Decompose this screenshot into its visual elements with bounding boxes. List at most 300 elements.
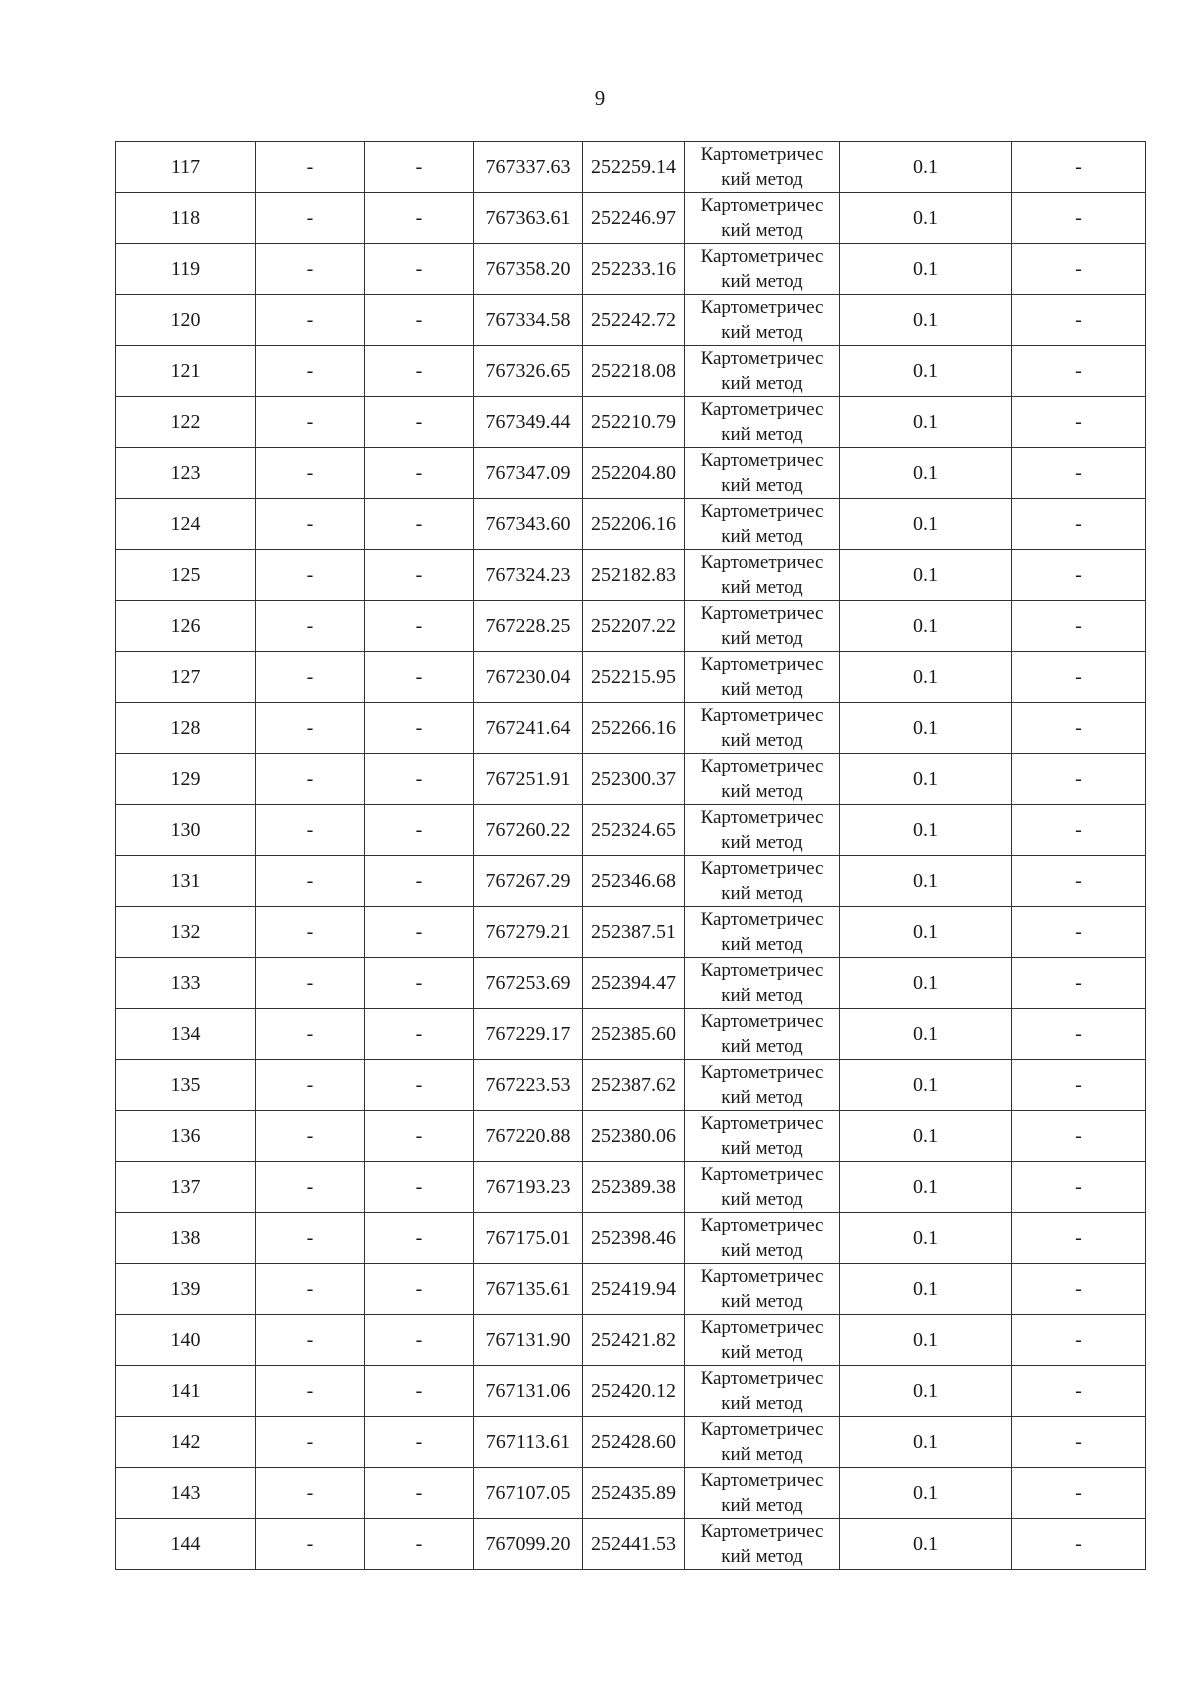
method-line-2: кий метод (721, 322, 803, 343)
empty-cell-3: - (365, 1009, 474, 1060)
x-coordinate-cell: 767131.90 (474, 1315, 583, 1366)
method-line-1: Картометричес (700, 348, 824, 369)
empty-cell-2: - (256, 1264, 365, 1315)
accuracy-cell: 0.1 (840, 142, 1012, 193)
accuracy-cell: 0.1 (840, 1315, 1012, 1366)
empty-cell-3: - (365, 601, 474, 652)
method-cell (685, 142, 840, 193)
accuracy-cell: 0.1 (840, 856, 1012, 907)
method-cell (685, 703, 840, 754)
empty-cell-last: - (1012, 1519, 1146, 1570)
table-row (116, 295, 1146, 346)
method-line-1: Картометричес (700, 1470, 824, 1491)
accuracy-cell: 0.1 (840, 1417, 1012, 1468)
empty-cell-last: - (1012, 805, 1146, 856)
method-cell (685, 1264, 840, 1315)
accuracy-cell: 0.1 (840, 1162, 1012, 1213)
y-coordinate-cell: 252233.16 (583, 244, 685, 295)
x-coordinate-cell: 767113.61 (474, 1417, 583, 1468)
method-cell (685, 1315, 840, 1366)
accuracy-cell: 0.1 (840, 397, 1012, 448)
accuracy-cell: 0.1 (840, 1213, 1012, 1264)
point-number-cell: 124 (116, 499, 256, 550)
method-line-1: Картометричес (700, 909, 824, 930)
method-line-1: Картометричес (700, 1113, 824, 1134)
table-row (116, 1366, 1146, 1417)
empty-cell-last: - (1012, 1213, 1146, 1264)
empty-cell-last: - (1012, 1468, 1146, 1519)
point-number-cell: 141 (116, 1366, 256, 1417)
empty-cell-2: - (256, 1060, 365, 1111)
y-coordinate-cell: 252182.83 (583, 550, 685, 601)
empty-cell-3: - (365, 1060, 474, 1111)
empty-cell-last: - (1012, 754, 1146, 805)
method-cell (685, 601, 840, 652)
x-coordinate-cell: 767241.64 (474, 703, 583, 754)
empty-cell-3: - (365, 958, 474, 1009)
method-line-2: кий метод (721, 1444, 803, 1465)
y-coordinate-cell: 252421.82 (583, 1315, 685, 1366)
empty-cell-last: - (1012, 1417, 1146, 1468)
table-row (116, 1060, 1146, 1111)
y-coordinate-cell: 252419.94 (583, 1264, 685, 1315)
table-row (116, 1213, 1146, 1264)
x-coordinate-cell: 767334.58 (474, 295, 583, 346)
empty-cell-last: - (1012, 1315, 1146, 1366)
empty-cell-last: - (1012, 499, 1146, 550)
table-row (116, 703, 1146, 754)
empty-cell-2: - (256, 1315, 365, 1366)
empty-cell-last: - (1012, 448, 1146, 499)
empty-cell-last: - (1012, 958, 1146, 1009)
empty-cell-3: - (365, 1366, 474, 1417)
empty-cell-2: - (256, 1213, 365, 1264)
empty-cell-3: - (365, 142, 474, 193)
x-coordinate-cell: 767107.05 (474, 1468, 583, 1519)
method-line-2: кий метод (721, 934, 803, 955)
y-coordinate-cell: 252215.95 (583, 652, 685, 703)
method-cell (685, 448, 840, 499)
method-line-1: Картометричес (700, 1164, 824, 1185)
point-number-cell: 118 (116, 193, 256, 244)
table-row (116, 448, 1146, 499)
accuracy-cell: 0.1 (840, 346, 1012, 397)
point-number-cell: 142 (116, 1417, 256, 1468)
empty-cell-2: - (256, 805, 365, 856)
empty-cell-last: - (1012, 1162, 1146, 1213)
empty-cell-last: - (1012, 1060, 1146, 1111)
empty-cell-3: - (365, 397, 474, 448)
accuracy-cell: 0.1 (840, 907, 1012, 958)
empty-cell-3: - (365, 703, 474, 754)
empty-cell-last: - (1012, 295, 1146, 346)
empty-cell-2: - (256, 550, 365, 601)
accuracy-cell: 0.1 (840, 295, 1012, 346)
accuracy-cell: 0.1 (840, 1519, 1012, 1570)
point-number-cell: 117 (116, 142, 256, 193)
method-cell (685, 1468, 840, 1519)
table-row (116, 1009, 1146, 1060)
empty-cell-2: - (256, 244, 365, 295)
method-cell (685, 1060, 840, 1111)
method-line-1: Картометричес (700, 195, 824, 216)
method-line-2: кий метод (721, 271, 803, 292)
table-row (116, 601, 1146, 652)
x-coordinate-cell: 767324.23 (474, 550, 583, 601)
empty-cell-3: - (365, 1468, 474, 1519)
y-coordinate-cell: 252398.46 (583, 1213, 685, 1264)
table-row (116, 499, 1146, 550)
accuracy-cell: 0.1 (840, 499, 1012, 550)
y-coordinate-cell: 252324.65 (583, 805, 685, 856)
accuracy-cell: 0.1 (840, 601, 1012, 652)
empty-cell-last: - (1012, 652, 1146, 703)
method-line-1: Картометричес (700, 450, 824, 471)
method-line-1: Картометричес (700, 807, 824, 828)
empty-cell-2: - (256, 1417, 365, 1468)
empty-cell-3: - (365, 448, 474, 499)
method-cell (685, 1009, 840, 1060)
empty-cell-last: - (1012, 703, 1146, 754)
method-line-2: кий метод (721, 832, 803, 853)
y-coordinate-cell: 252259.14 (583, 142, 685, 193)
method-line-2: кий метод (721, 1240, 803, 1261)
empty-cell-2: - (256, 1468, 365, 1519)
y-coordinate-cell: 252246.97 (583, 193, 685, 244)
method-line-1: Картометричес (700, 705, 824, 726)
page-number: 9 (594, 86, 606, 110)
y-coordinate-cell: 252204.80 (583, 448, 685, 499)
method-line-1: Картометричес (700, 399, 824, 420)
accuracy-cell: 0.1 (840, 1366, 1012, 1417)
y-coordinate-cell: 252385.60 (583, 1009, 685, 1060)
accuracy-cell: 0.1 (840, 1111, 1012, 1162)
point-number-cell: 136 (116, 1111, 256, 1162)
empty-cell-3: - (365, 1162, 474, 1213)
empty-cell-last: - (1012, 1009, 1146, 1060)
table-row (116, 1417, 1146, 1468)
x-coordinate-cell: 767230.04 (474, 652, 583, 703)
x-coordinate-cell: 767358.20 (474, 244, 583, 295)
point-number-cell: 125 (116, 550, 256, 601)
accuracy-cell: 0.1 (840, 805, 1012, 856)
method-line-2: кий метод (721, 679, 803, 700)
empty-cell-3: - (365, 652, 474, 703)
table-row (116, 1468, 1146, 1519)
method-cell (685, 1417, 840, 1468)
x-coordinate-cell: 767131.06 (474, 1366, 583, 1417)
x-coordinate-cell: 767251.91 (474, 754, 583, 805)
method-line-2: кий метод (721, 169, 803, 190)
table-row (116, 907, 1146, 958)
y-coordinate-cell: 252210.79 (583, 397, 685, 448)
accuracy-cell: 0.1 (840, 958, 1012, 1009)
empty-cell-2: - (256, 397, 365, 448)
method-line-1: Картометричес (700, 501, 824, 522)
table-row (116, 550, 1146, 601)
empty-cell-3: - (365, 1264, 474, 1315)
method-line-2: кий метод (721, 628, 803, 649)
method-line-1: Картометричес (700, 1419, 824, 1440)
empty-cell-last: - (1012, 142, 1146, 193)
method-cell (685, 652, 840, 703)
empty-cell-2: - (256, 1519, 365, 1570)
empty-cell-last: - (1012, 193, 1146, 244)
x-coordinate-cell: 767099.20 (474, 1519, 583, 1570)
empty-cell-3: - (365, 499, 474, 550)
x-coordinate-cell: 767279.21 (474, 907, 583, 958)
method-line-2: кий метод (721, 1036, 803, 1057)
accuracy-cell: 0.1 (840, 1264, 1012, 1315)
method-line-2: кий метод (721, 883, 803, 904)
table-body (116, 142, 1146, 1570)
empty-cell-3: - (365, 1213, 474, 1264)
y-coordinate-cell: 252394.47 (583, 958, 685, 1009)
y-coordinate-cell: 252346.68 (583, 856, 685, 907)
accuracy-cell: 0.1 (840, 1009, 1012, 1060)
method-line-2: кий метод (721, 475, 803, 496)
method-cell (685, 499, 840, 550)
point-number-cell: 121 (116, 346, 256, 397)
x-coordinate-cell: 767228.25 (474, 601, 583, 652)
empty-cell-2: - (256, 346, 365, 397)
empty-cell-2: - (256, 856, 365, 907)
method-cell (685, 1366, 840, 1417)
y-coordinate-cell: 252441.53 (583, 1519, 685, 1570)
empty-cell-last: - (1012, 397, 1146, 448)
point-number-cell: 123 (116, 448, 256, 499)
method-cell (685, 856, 840, 907)
empty-cell-2: - (256, 1366, 365, 1417)
x-coordinate-cell: 767267.29 (474, 856, 583, 907)
accuracy-cell: 0.1 (840, 448, 1012, 499)
method-cell (685, 1162, 840, 1213)
method-line-1: Картометричес (700, 1215, 824, 1236)
point-number-cell: 130 (116, 805, 256, 856)
method-line-1: Картометричес (700, 1011, 824, 1032)
empty-cell-last: - (1012, 346, 1146, 397)
x-coordinate-cell: 767193.23 (474, 1162, 583, 1213)
point-number-cell: 138 (116, 1213, 256, 1264)
method-line-1: Картометричес (700, 552, 824, 573)
method-line-2: кий метод (721, 1087, 803, 1108)
method-line-2: кий метод (721, 1546, 803, 1567)
x-coordinate-cell: 767343.60 (474, 499, 583, 550)
point-number-cell: 119 (116, 244, 256, 295)
point-number-cell: 143 (116, 1468, 256, 1519)
method-line-2: кий метод (721, 1138, 803, 1159)
point-number-cell: 144 (116, 1519, 256, 1570)
empty-cell-3: - (365, 346, 474, 397)
empty-cell-2: - (256, 193, 365, 244)
empty-cell-2: - (256, 601, 365, 652)
method-line-1: Картометричес (700, 654, 824, 675)
empty-cell-2: - (256, 1009, 365, 1060)
x-coordinate-cell: 767349.44 (474, 397, 583, 448)
empty-cell-2: - (256, 1111, 365, 1162)
method-cell (685, 754, 840, 805)
table-row (116, 1264, 1146, 1315)
point-number-cell: 135 (116, 1060, 256, 1111)
x-coordinate-cell: 767223.53 (474, 1060, 583, 1111)
empty-cell-last: - (1012, 1264, 1146, 1315)
accuracy-cell: 0.1 (840, 244, 1012, 295)
x-coordinate-cell: 767260.22 (474, 805, 583, 856)
method-cell (685, 1519, 840, 1570)
accuracy-cell: 0.1 (840, 193, 1012, 244)
point-number-cell: 134 (116, 1009, 256, 1060)
method-cell (685, 958, 840, 1009)
method-line-1: Картометричес (700, 960, 824, 981)
method-line-2: кий метод (721, 1495, 803, 1516)
empty-cell-last: - (1012, 856, 1146, 907)
method-line-1: Картометричес (700, 297, 824, 318)
method-line-1: Картометричес (700, 1368, 824, 1389)
point-number-cell: 131 (116, 856, 256, 907)
point-number-cell: 133 (116, 958, 256, 1009)
accuracy-cell: 0.1 (840, 550, 1012, 601)
x-coordinate-cell: 767253.69 (474, 958, 583, 1009)
point-number-cell: 127 (116, 652, 256, 703)
empty-cell-2: - (256, 142, 365, 193)
y-coordinate-cell: 252387.62 (583, 1060, 685, 1111)
empty-cell-2: - (256, 652, 365, 703)
table-row (116, 397, 1146, 448)
method-line-1: Картометричес (700, 1062, 824, 1083)
table-row (116, 244, 1146, 295)
y-coordinate-cell: 252380.06 (583, 1111, 685, 1162)
coordinates-table (115, 141, 1146, 1570)
method-line-2: кий метод (721, 220, 803, 241)
method-cell (685, 244, 840, 295)
y-coordinate-cell: 252242.72 (583, 295, 685, 346)
empty-cell-3: - (365, 754, 474, 805)
y-coordinate-cell: 252420.12 (583, 1366, 685, 1417)
method-line-2: кий метод (721, 424, 803, 445)
table-row (116, 346, 1146, 397)
table-row (116, 193, 1146, 244)
method-line-1: Картометричес (700, 603, 824, 624)
empty-cell-2: - (256, 499, 365, 550)
table-row (116, 856, 1146, 907)
point-number-cell: 140 (116, 1315, 256, 1366)
method-line-1: Картометричес (700, 756, 824, 777)
empty-cell-3: - (365, 907, 474, 958)
empty-cell-3: - (365, 1315, 474, 1366)
method-cell (685, 907, 840, 958)
y-coordinate-cell: 252387.51 (583, 907, 685, 958)
empty-cell-2: - (256, 448, 365, 499)
method-line-2: кий метод (721, 526, 803, 547)
point-number-cell: 128 (116, 703, 256, 754)
empty-cell-3: - (365, 1111, 474, 1162)
table-row (116, 754, 1146, 805)
empty-cell-3: - (365, 193, 474, 244)
y-coordinate-cell: 252206.16 (583, 499, 685, 550)
accuracy-cell: 0.1 (840, 754, 1012, 805)
method-cell (685, 1213, 840, 1264)
x-coordinate-cell: 767135.61 (474, 1264, 583, 1315)
point-number-cell: 139 (116, 1264, 256, 1315)
empty-cell-3: - (365, 805, 474, 856)
accuracy-cell: 0.1 (840, 703, 1012, 754)
x-coordinate-cell: 767175.01 (474, 1213, 583, 1264)
y-coordinate-cell: 252266.16 (583, 703, 685, 754)
empty-cell-last: - (1012, 244, 1146, 295)
method-line-1: Картометричес (700, 246, 824, 267)
method-line-2: кий метод (721, 1342, 803, 1363)
table-row (116, 958, 1146, 1009)
empty-cell-3: - (365, 856, 474, 907)
point-number-cell: 126 (116, 601, 256, 652)
empty-cell-2: - (256, 754, 365, 805)
table-row (116, 1111, 1146, 1162)
empty-cell-3: - (365, 1519, 474, 1570)
empty-cell-3: - (365, 244, 474, 295)
x-coordinate-cell: 767326.65 (474, 346, 583, 397)
method-cell (685, 1111, 840, 1162)
point-number-cell: 120 (116, 295, 256, 346)
method-line-2: кий метод (721, 1393, 803, 1414)
empty-cell-last: - (1012, 1111, 1146, 1162)
method-cell (685, 805, 840, 856)
method-line-1: Картометричес (700, 1521, 824, 1542)
point-number-cell: 122 (116, 397, 256, 448)
y-coordinate-cell: 252389.38 (583, 1162, 685, 1213)
y-coordinate-cell: 252207.22 (583, 601, 685, 652)
table-row (116, 1315, 1146, 1366)
y-coordinate-cell: 252218.08 (583, 346, 685, 397)
method-line-2: кий метод (721, 1189, 803, 1210)
method-cell (685, 295, 840, 346)
point-number-cell: 129 (116, 754, 256, 805)
method-cell (685, 397, 840, 448)
x-coordinate-cell: 767229.17 (474, 1009, 583, 1060)
method-line-1: Картометричес (700, 858, 824, 879)
method-line-2: кий метод (721, 1291, 803, 1312)
method-line-2: кий метод (721, 781, 803, 802)
method-line-2: кий метод (721, 985, 803, 1006)
method-cell (685, 346, 840, 397)
method-cell (685, 193, 840, 244)
point-number-cell: 137 (116, 1162, 256, 1213)
accuracy-cell: 0.1 (840, 1468, 1012, 1519)
x-coordinate-cell: 767347.09 (474, 448, 583, 499)
x-coordinate-cell: 767363.61 (474, 193, 583, 244)
y-coordinate-cell: 252435.89 (583, 1468, 685, 1519)
table-row (116, 652, 1146, 703)
method-line-2: кий метод (721, 730, 803, 751)
empty-cell-3: - (365, 295, 474, 346)
table-row (116, 1519, 1146, 1570)
empty-cell-3: - (365, 550, 474, 601)
empty-cell-2: - (256, 907, 365, 958)
y-coordinate-cell: 252300.37 (583, 754, 685, 805)
point-number-cell: 132 (116, 907, 256, 958)
method-line-1: Картометричес (700, 144, 824, 165)
method-cell (685, 550, 840, 601)
empty-cell-2: - (256, 295, 365, 346)
table-row (116, 1162, 1146, 1213)
accuracy-cell: 0.1 (840, 652, 1012, 703)
table-row (116, 805, 1146, 856)
accuracy-cell: 0.1 (840, 1060, 1012, 1111)
empty-cell-last: - (1012, 907, 1146, 958)
empty-cell-last: - (1012, 550, 1146, 601)
table-row (116, 142, 1146, 193)
empty-cell-2: - (256, 703, 365, 754)
method-line-1: Картометричес (700, 1266, 824, 1287)
